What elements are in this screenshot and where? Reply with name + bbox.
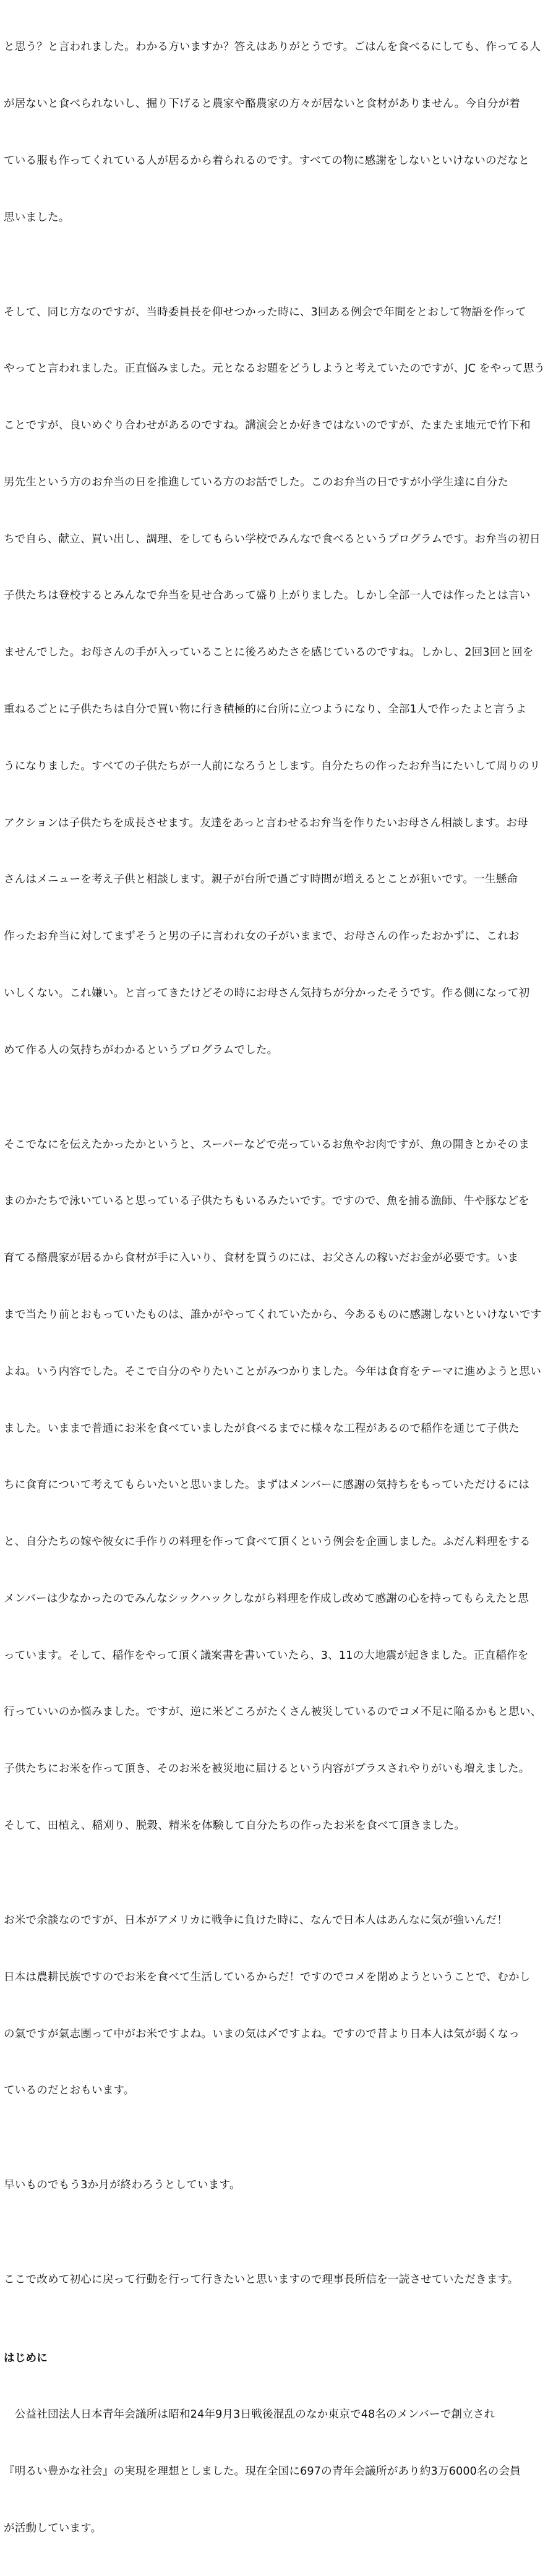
text-line: 早いものでもう3か月が終わろうとしています。: [4, 2179, 241, 2192]
text-line: が居ないと食べられないし、掘り下げると農家や酪農家の方々が居ないと食材がありません。今自分が着: [4, 97, 521, 110]
text-line: ました。いままで普通にお米を食べていましたが食べるまでに様々な工程があるので稲作を通じて子供た: [4, 1422, 520, 1435]
text-line: ちで自ら、献立、買い出し、調理、をしてもらい学校でみんなで食べるというプログラムです。お弁当の初日: [4, 533, 541, 546]
text-line: 育てる酪農家が居るから食材が手に入いり、食材を買うのには、お父さんの稼いだお金が必要です。いま: [4, 1252, 519, 1265]
paragraph-bento-day: [4, 265, 546, 1097]
text-line: そして、田植え、稲刈り、脱穀、精米を体験して自分たちの作ったお米を食べて頂きました。: [4, 1820, 465, 1832]
text-line: が活動しています。: [4, 2522, 102, 2535]
text-line: いしくない。これ嫌い。と言ってきたけどその時にお母さん気持ちが分かったそうです。作る側になって初: [4, 986, 530, 999]
paragraph-food-education: [4, 1097, 542, 1873]
text-line: メンバーは少なかったのでみんなシックハックしながら料理を作成し改めて感謝の心を持ってもらえたと思: [4, 1592, 529, 1605]
text-line: うになりました。すべての子供たちが一人前になろうとします。自分たちの作ったお弁当にたいして周りのリ: [4, 760, 541, 772]
text-line: やってと言われました。正直悩みました。元となるお題をどうしようと考えていたのですが、JC をやって思う: [4, 362, 546, 375]
text-line: と、自分たちの嫁や彼女に手作りの料理を作って食べて頂くという例会を企画しました。ふだん料理をする: [4, 1536, 531, 1549]
text-line: ませんでした。お母さんの手が入っていることに後ろめたさを感じているのですね。しかし、2回3回と回を: [4, 646, 534, 659]
text-line: 子供たちは登校するとみんなで弁当を見せ合あって盛り上がりました。しかし全部一人では作ったとは言い: [4, 589, 531, 602]
text-line: ているのだとおもいます。: [4, 2084, 135, 2097]
text-line: めて作る人の気持ちがわかるというプログラムでした。: [4, 1043, 278, 1056]
paragraph-rice-digression: [4, 1873, 539, 2138]
text-line: 日本は農耕民族ですのでお米を食べて生活しているからだ！ですのでコメを閉めようということで、むかし: [4, 1971, 531, 1983]
text-line: の氣ですが氣志團って中がお米ですよね。いまの気は〆ですよね。ですので昔より日本人は気が弱くなっ: [4, 2027, 520, 2040]
text-line: 重ねるごとに子供たちは自分で買い物に行き積極的に台所に立つようになり、全部1人で作ったよと言うよ: [4, 703, 527, 716]
text-line: ちに食育について考えてもらいたいと思いました。まずはメンバーに感謝の気持ちをもっていただけるには: [4, 1479, 530, 1492]
text-line: 子供たちにお米を作って頂き、そのお米を被災地に届けるという内容がプラスされやりがいも増えました。: [4, 1763, 530, 1776]
text-line: 行っていいのか悩みました。ですが、逆に米どころがたくさん被災しているのでコメ不足に陥るかもと思い、: [4, 1706, 542, 1719]
text-line: 公益社団法人日本青年会議所は昭和24年9月3日戦後混乱のなか東京で48名のメンバーで創立され: [4, 2408, 495, 2421]
text-line: 男先生という方のお弁当の日を推進している方のお話でした。このお弁当の日ですが小学生達に自分た: [4, 476, 509, 489]
text-line: と思う？と言われました。わかる方いますか？答えはありがとうです。ごはんを食べるにしても、作ってる人: [4, 41, 541, 54]
paragraph-reading-intro: [4, 2233, 539, 2327]
paragraph-jci-intro: [4, 2368, 539, 2576]
section-heading: はじめに: [4, 2351, 48, 2364]
text-line: 思いました。: [4, 211, 70, 224]
text-line: アクションは子供たちを成長させます。友達をあっと言わせるお弁当を作りたいお母さん相談します。お母: [4, 816, 528, 829]
text-line: お米で余談なのですが、日本がアメリカに戦争に負けた時に、なんで日本人はあんなに気が強いんだ！: [4, 1914, 508, 1927]
paragraph-three-months: [4, 2138, 539, 2233]
text-line: っています。そして、稲作をやって頂く議案書を書いていたら、3、11の大地震が起きました。正直稲作を: [4, 1649, 529, 1662]
text-line: ここで改めて初心に戻って行動を行って行きたいと思いますので理事長所信を一読させていただきます。: [4, 2274, 519, 2287]
paragraph-gratitude: [4, 0, 539, 265]
document-page: [4, 0, 546, 2576]
text-line: さんはメニューを考え子供と相談します。親子が台所で過ごす時間が増えるとことが狙いです。一生懸命: [4, 873, 518, 886]
text-line: 作ったお弁当に対してまずそうと男の子に言われ女の子がいままで、お母さんの作ったおかずに、これお: [4, 930, 520, 943]
text-line: まのかたちで泳いていると思っている子供たちもいるみたいです。ですので、魚を捕る漁師、牛や豚などを: [4, 1195, 529, 1208]
text-line: そして、同じ方なのですが、当時委員長を仰せつかった時に、3回ある例会で年間をとおして物語を作って: [4, 306, 526, 319]
text-line: まで当たり前とおもっていたものは、誰かがやってくれていたから、今あるものに感謝しないといけないです: [4, 1308, 542, 1321]
text-line: そこでなにを伝えたかったかというと、スーパーなどで売っているお魚やお肉ですが、魚の開きとかそのま: [4, 1138, 529, 1151]
text-line: よね。いう内容でした。そこで自分のやりたいことがみつかりました。今年は食育をテーマに進めようと思い: [4, 1365, 542, 1378]
text-line: ている服も作ってくれている人が居るから着られるのです。すべての物に感謝をしないといけないのだなと: [4, 154, 529, 167]
text-line: 『明るい豊かな社会』の実現を理想としました。現在全国に697の青年会議所があり約3万6000名の会員: [4, 2465, 521, 2478]
blank-line: [4, 2327, 539, 2347]
text-line: ことですが、良いめぐり合わせがあるのですね。講演会とか好きではないのですが、たまたま地元で竹下和: [4, 419, 531, 432]
